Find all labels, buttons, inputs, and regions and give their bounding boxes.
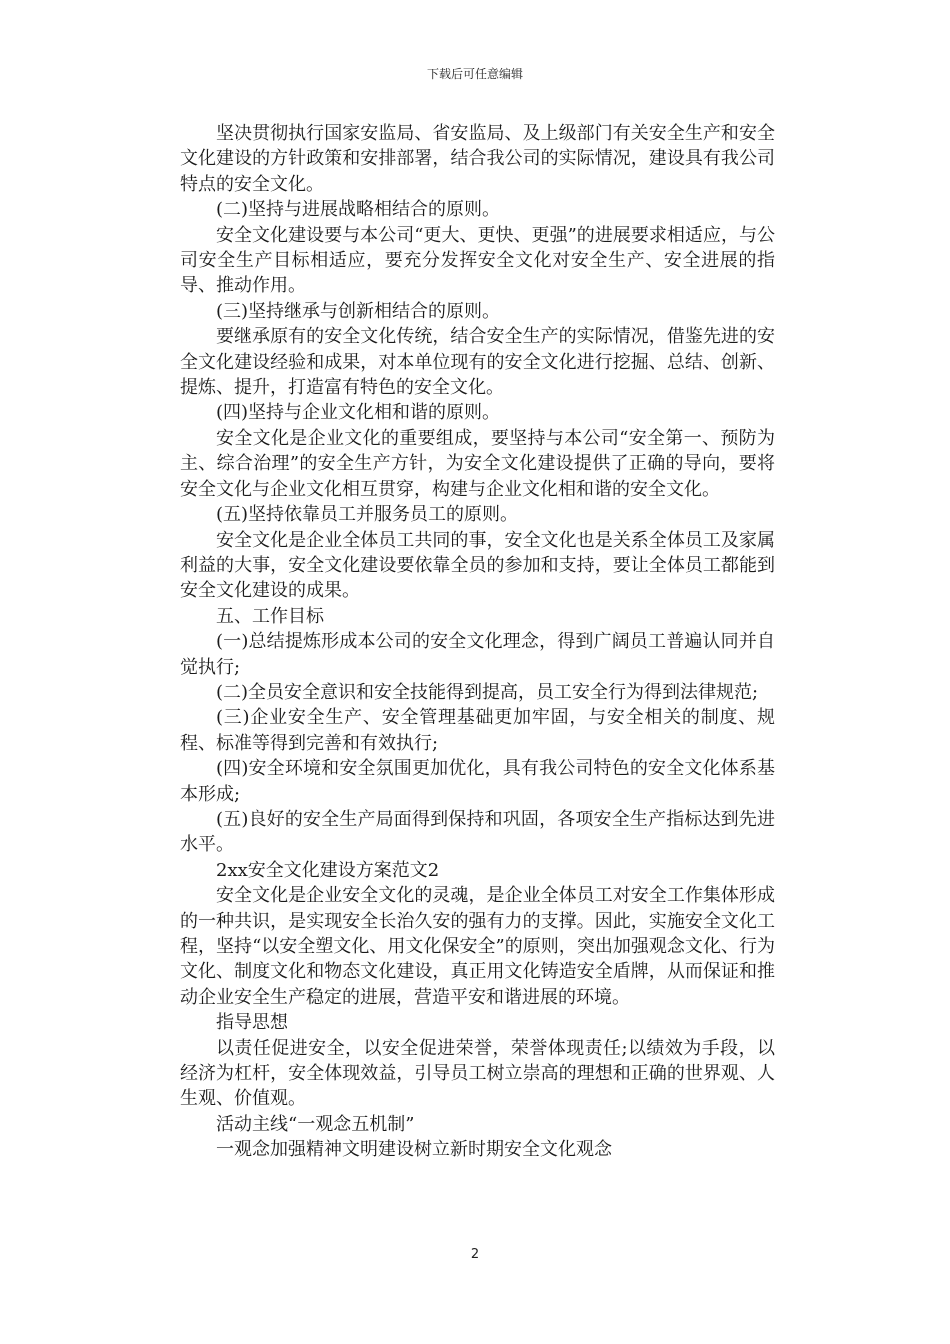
section-heading: 活动主线“一观念五机制” [216, 1113, 415, 1135]
section-heading: 2xx安全文化建设方案范文2 [216, 859, 440, 881]
list-item: (四)安全环境和安全氛围更加优化，具有我公司特色的安全文化体系基本形成; [180, 758, 775, 805]
document-body [180, 121, 775, 1163]
section-heading: 五、工作目标 [216, 605, 324, 627]
section-heading: 指导思想 [216, 1012, 288, 1034]
page-header: 下载后可任意编辑 [426, 67, 523, 81]
paragraph: 安全文化是企业安全文化的灵魂，是企业全体员工对安全工作集体形成的一种共识，是实现安全长治久安的强有力的支撑。因此，实施安全文化工程，坚持“以安全塑文化、用文化保安全”的原则，突出加强观念文化、行为文化、制度文化和物态文化建设，真正用文化铸造安全盾牌，从而保证和推动企业安全生产稳定的进展，营造平安和谐进展的环境。 [180, 885, 775, 1008]
list-item: (三)企业安全生产、安全管理基础更加牢固，与安全相关的制度、规程、标准等得到完善和有效执行; [180, 707, 775, 754]
list-item: (二)全员安全意识和安全技能得到提高，员工安全行为得到法律规范; [216, 681, 759, 703]
paragraph: 安全文化是企业全体员工共同的事，安全文化也是关系全体员工及家属利益的大事，安全文化建设要依靠全员的参加和支持，要让全体员工都能到安全文化建设的成果。 [180, 529, 775, 602]
section-heading: (五)坚持依靠员工并服务员工的原则。 [216, 504, 519, 526]
paragraph: 要继承原有的安全文化传统，结合安全生产的实际情况，借鉴先进的安全文化建设经验和成果，对本单位现有的安全文化进行挖掘、总结、创新、提炼、提升，打造富有特色的安全文化。 [180, 326, 775, 399]
paragraph: 一观念加强精神文明建设树立新时期安全文化观念 [216, 1139, 612, 1161]
section-heading: (四)坚持与企业文化相和谐的原则。 [216, 402, 501, 424]
paragraph: 安全文化建设要与本公司“更大、更快、更强”的进展要求相适应，与公司安全生产目标相适应，要充分发挥安全文化对安全生产、安全进展的指导、推动作用。 [180, 224, 775, 297]
page-number: 2 [470, 1247, 480, 1262]
section-heading: (三)坚持继承与创新相结合的原则。 [216, 300, 501, 322]
list-item: (五)良好的安全生产局面得到保持和巩固，各项安全生产指标达到先进水平。 [180, 808, 775, 856]
section-heading: (二)坚持与进展战略相结合的原则。 [216, 199, 501, 221]
paragraph: 坚决贯彻执行国家安监局、省安监局、及上级部门有关安全生产和安全文化建设的方针政策和安排部署，结合我公司的实际情况，建设具有我公司特点的安全文化。 [180, 123, 775, 195]
paragraph: 以责任促进安全，以安全促进荣誉，荣誉体现责任;以绩效为手段，以经济为杠杆，安全体现效益，引导员工树立崇高的理想和正确的世界观、人生观、价值观。 [180, 1037, 775, 1110]
list-item: (一)总结提炼形成本公司的安全文化理念，得到广阔员工普遍认同并自觉执行; [180, 631, 775, 678]
paragraph: 安全文化是企业文化的重要组成，要坚持与本公司“安全第一、预防为主、综合治理”的安全生产方针，为安全文化建设提供了正确的导向，要将安全文化与企业文化相互贯穿，构建与企业文化相和谐的安全文化。 [180, 427, 775, 500]
